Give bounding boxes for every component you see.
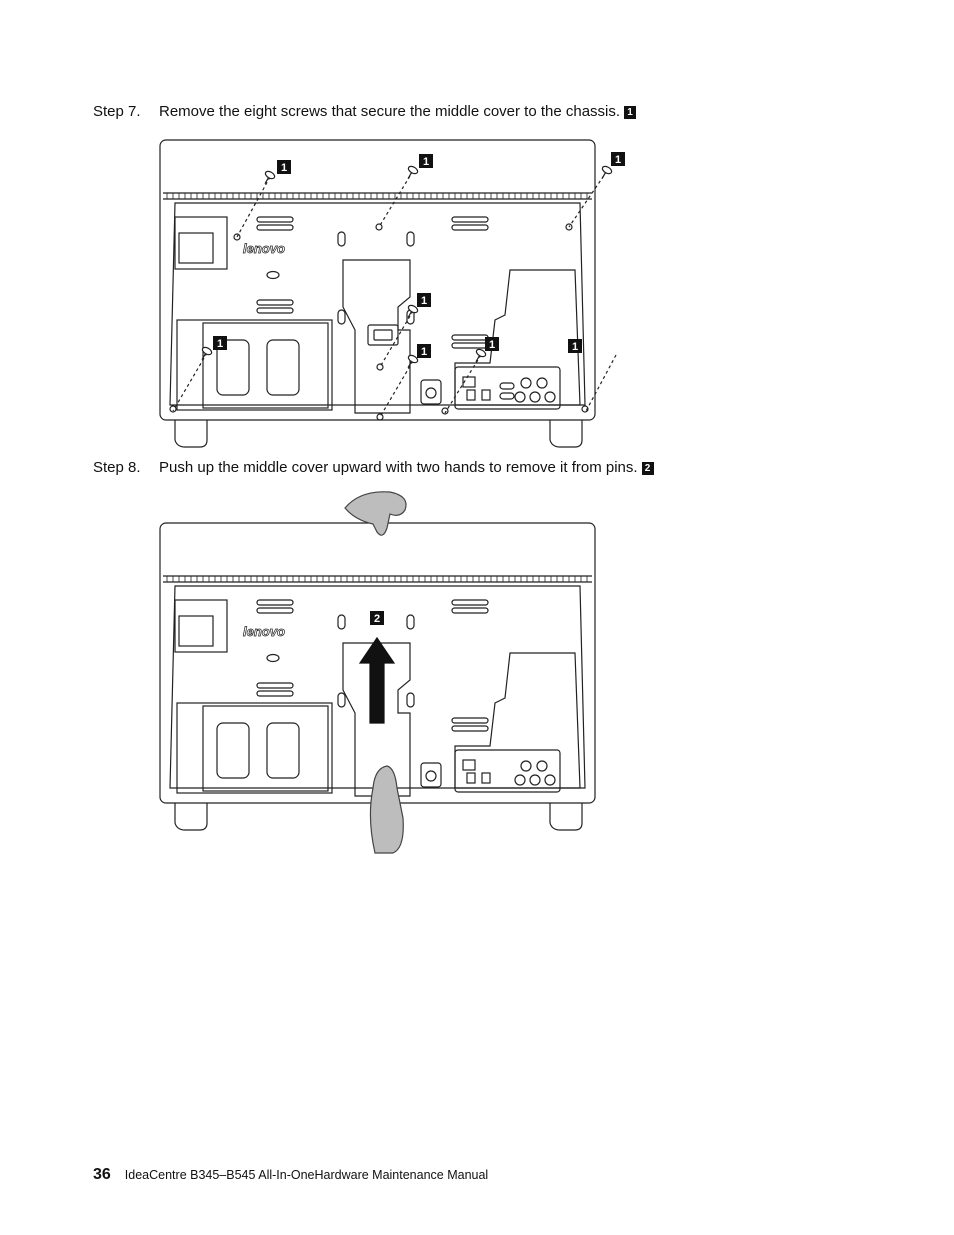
oval-slots [257, 217, 488, 348]
callout-badge: 2 [642, 462, 654, 475]
page-footer [93, 1166, 488, 1184]
right-foot [550, 420, 582, 447]
usb-port [467, 390, 475, 400]
vent-slots [167, 193, 587, 199]
audio-jack [515, 392, 525, 402]
screw-holes [170, 224, 588, 420]
callout-label: 1 [216, 338, 224, 350]
audio-jack [521, 761, 531, 771]
figure-push-cover [155, 488, 600, 853]
callout-label: 2 [373, 613, 381, 625]
audio-jack [530, 775, 540, 785]
step-label: Step 7. [93, 103, 141, 120]
callout-label: 1 [420, 346, 428, 358]
top-left-bracket [175, 217, 227, 269]
middle-cover [343, 260, 410, 413]
top-left-bracket-inner [179, 616, 213, 646]
audio-jack [537, 378, 547, 388]
chassis-frame [160, 140, 595, 420]
screw-icon [264, 170, 276, 180]
usb-port [482, 390, 490, 400]
callout-badge: 1 [624, 106, 636, 119]
screws [198, 165, 613, 370]
lock-slot [421, 763, 441, 787]
figure-remove-screws [155, 135, 622, 455]
callout-label: 1 [420, 295, 428, 307]
left-foot [175, 420, 207, 447]
left-foot [175, 803, 207, 830]
power-connector [368, 325, 398, 345]
hdd-window-left [217, 723, 249, 778]
lenovo-logo: lenovo [243, 624, 285, 639]
audio-jack [537, 761, 547, 771]
callout-label: 1 [614, 154, 622, 166]
callout-label: 1 [280, 162, 288, 174]
back-plate [170, 203, 585, 405]
manual-title: IdeaCentre B345–B545 All-In-OneHardware Maintenance Manual [124, 1168, 489, 1182]
lan-port [463, 760, 475, 770]
top-left-bracket-inner [179, 233, 213, 263]
callout-label: 1 [488, 339, 496, 351]
chassis-diagram [155, 488, 600, 853]
lenovo-logo: lenovo [243, 241, 285, 256]
callout-label: 1 [422, 156, 430, 168]
usb-port [467, 773, 475, 783]
right-foot [550, 803, 582, 830]
chassis-diagram [155, 135, 622, 455]
top-hand-icon [345, 492, 406, 535]
top-left-bracket [175, 600, 227, 652]
usb-port [482, 773, 490, 783]
arrow-up-icon [360, 638, 394, 723]
io-shield [455, 270, 580, 405]
step-text: Remove the eight screws that secure the middle cover to the chassis. [159, 103, 621, 120]
screw-guides [173, 171, 616, 417]
page-number: 36 [93, 1166, 111, 1183]
screw-icon [407, 165, 419, 175]
step-7 [93, 103, 636, 121]
port-oval [500, 383, 514, 389]
step-label: Step 8. [93, 459, 141, 476]
port-oval [500, 393, 514, 399]
hdd-window-right [267, 340, 299, 395]
audio-jack [545, 775, 555, 785]
audio-jack [515, 775, 525, 785]
lock-slot [421, 380, 441, 404]
screw-icon [601, 165, 613, 175]
callout-label: 1 [571, 341, 579, 353]
audio-jack [521, 378, 531, 388]
step-text: Push up the middle cover upward with two hands to remove it from pins. [159, 459, 638, 476]
bottom-hand-icon [370, 766, 403, 853]
audio-jack [530, 392, 540, 402]
step-8 [93, 459, 654, 477]
vent-slots [167, 576, 587, 582]
hdd-window-right [267, 723, 299, 778]
audio-jack [545, 392, 555, 402]
hdd-bay [177, 703, 332, 793]
io-shield [455, 653, 580, 788]
